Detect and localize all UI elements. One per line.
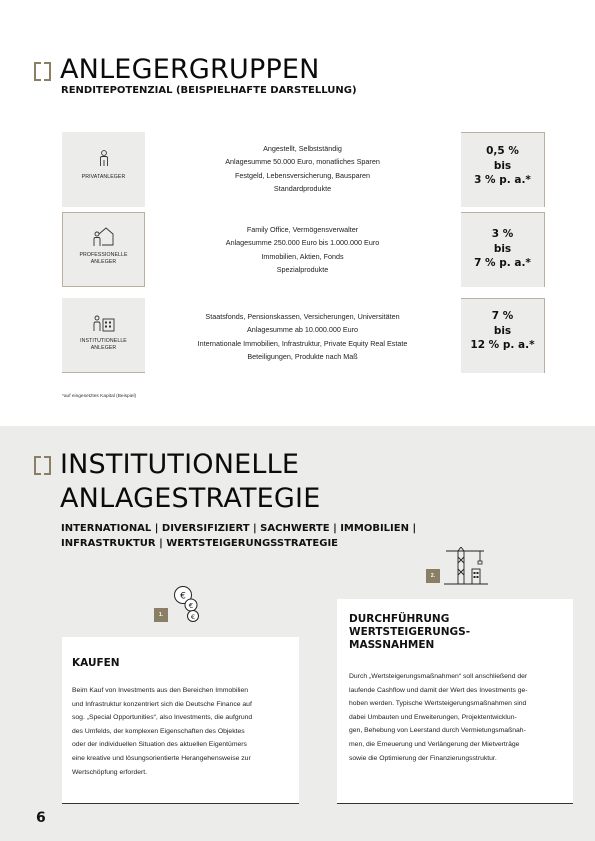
step-badge-1: 1.: [154, 608, 168, 622]
desc-line: Anlagesumme 250.000 Euro bis 1.000.000 Euro: [225, 238, 380, 248]
group-label-professional: [63, 252, 144, 266]
text-line: sowie die Optimierung der Finanzierungsstruktur.: [349, 754, 497, 762]
card-bottom-rule: [337, 803, 573, 804]
text-line: und Infrastruktur konzentriert sich die Deutsche Finance auf: [72, 700, 252, 708]
group-description-institutional: [150, 310, 455, 364]
desc-line: Family Office, Vermögensverwalter: [246, 225, 359, 234]
desc-line: Anlagesumme ab 10.000.000 Euro: [246, 325, 359, 335]
label-line: ANLEGER: [90, 345, 117, 351]
card-title: [349, 613, 470, 652]
section-title-strategy: [60, 448, 320, 516]
title-line: INSTITUTIONELLE: [60, 449, 300, 480]
page-number: 6: [36, 810, 46, 826]
return-box-professional: [461, 212, 545, 287]
svg-text:€: €: [180, 591, 186, 602]
text-line: gen, Behebung von Leerstand durch Vermietungsmaßnah-: [349, 727, 526, 735]
construction-crane-icon: [444, 547, 490, 585]
footnote: *auf eingesetztes Kapital (Beispiel): [62, 394, 137, 399]
section-title-anlegergruppen: ANLEGERGRUPPEN: [60, 54, 320, 85]
card-wertsteigerung: [337, 599, 573, 804]
step-badge-2: 2.: [426, 569, 440, 583]
desc-line: Staatsfonds, Pensionskassen, Versicherungen, Universitäten: [205, 312, 400, 321]
return-to: 3 % p. a.*: [474, 174, 531, 186]
group-label-box-private: [62, 132, 145, 207]
label-line: INSTITUTIONELLE: [80, 338, 127, 344]
text-line: Durch „Wertsteigerungsmaßnahmen“ soll anschließend der: [349, 673, 528, 680]
return-bis: bis: [493, 324, 512, 337]
group-label-box-professional: [62, 212, 145, 287]
subtitle-line: INFRASTRUKTUR | WERTSTEIGERUNGSSTRATEGIE: [61, 538, 339, 549]
text-line: sog. „Special Opportunities“, also Investments, die aufgrund: [72, 714, 253, 722]
euro-coins-icon: [172, 584, 202, 624]
label-line: ANLEGER: [90, 259, 117, 265]
bracket-icon: [34, 456, 51, 473]
return-to: 12 % p. a.*: [470, 339, 535, 351]
return-from: 7 %: [491, 310, 514, 322]
return-from: 3 %: [491, 228, 514, 240]
group-label-box-institutional: [62, 298, 145, 373]
section-subtitle: RENDITEPOTENZIAL (BEISPIELHAFTE DARSTELLUNG): [61, 85, 357, 96]
return-bis: bis: [493, 159, 512, 172]
text-line: laufende Cashflow und damit der Wert des Investments ge-: [349, 686, 528, 694]
person-building-icon: [92, 314, 116, 332]
group-description-private: [150, 142, 455, 196]
person-house-icon: [91, 225, 117, 247]
return-from: 0,5 %: [486, 145, 519, 157]
group-description-professional: [150, 223, 455, 277]
desc-line: Spezialprodukte: [276, 265, 329, 275]
text-line: Beim Kauf von Investments aus den Bereichen Immobilien: [72, 687, 249, 694]
svg-text:€: €: [190, 612, 196, 621]
desc-line: Internationale Immobilien, Infrastruktur, Private Equity Real Estate: [197, 338, 408, 348]
card-bottom-rule: [62, 803, 299, 804]
text-line: hoben werden. Typische Wertsteigerungsmaßnahmen sind: [349, 700, 527, 708]
text-line: oder der individuellen Situation des aktuellen Eigentümers: [72, 741, 247, 749]
card-text: [349, 670, 567, 765]
title-line: WERTSTEIGERUNGS-: [349, 626, 471, 638]
group-label-private: PRIVATANLEGER: [81, 174, 126, 180]
strategy-subtitle: [61, 521, 416, 551]
text-line: eine kreative und lösungsorientierte Herangehensweise zur: [72, 754, 251, 762]
row-divider-line: [62, 372, 145, 373]
svg-text:€: €: [188, 602, 194, 610]
desc-line: Festgeld, Lebensversicherung, Bausparen: [234, 170, 371, 180]
desc-line: Immobilien, Aktien, Fonds: [261, 251, 344, 261]
text-line: dabei Umbauten und Erweiterungen, Projektentwicklun-: [349, 713, 517, 721]
card-title: KAUFEN: [72, 657, 120, 669]
title-line: ANLAGESTRATEGIE: [60, 483, 321, 514]
return-to: 7 % p. a.*: [474, 257, 531, 269]
desc-line: Anlagesumme 50.000 Euro, monatliches Sparen: [225, 157, 380, 167]
card-text: [72, 684, 292, 779]
desc-line: Standardprodukte: [273, 184, 332, 194]
text-line: des Umfelds, der komplexen Eigenschaften des Objektes: [72, 727, 245, 735]
subtitle-line: INTERNATIONAL | DIVERSIFIZIERT | SACHWERTE | IMMOBILIEN |: [61, 523, 417, 534]
title-line: DURCHFÜHRUNG: [349, 613, 450, 625]
return-box-private: [461, 132, 545, 207]
desc-line: Beteiligungen, Produkte nach Maß: [247, 352, 358, 362]
text-line: men, die Erneuerung und Verlängerung der Mietverträge: [349, 740, 520, 748]
return-bis: bis: [493, 242, 512, 255]
label-line: PROFESSIONELLE: [79, 252, 128, 258]
desc-line: Angestellt, Selbstständig: [263, 144, 342, 153]
bracket-icon: [34, 62, 51, 79]
title-line: MASSNAHMEN: [349, 639, 435, 651]
card-kaufen: [62, 637, 299, 804]
person-icon: [98, 150, 110, 168]
text-line: Wertschöpfung erfordert.: [72, 768, 148, 776]
group-label-institutional: [62, 338, 145, 352]
return-box-institutional: [461, 298, 545, 373]
